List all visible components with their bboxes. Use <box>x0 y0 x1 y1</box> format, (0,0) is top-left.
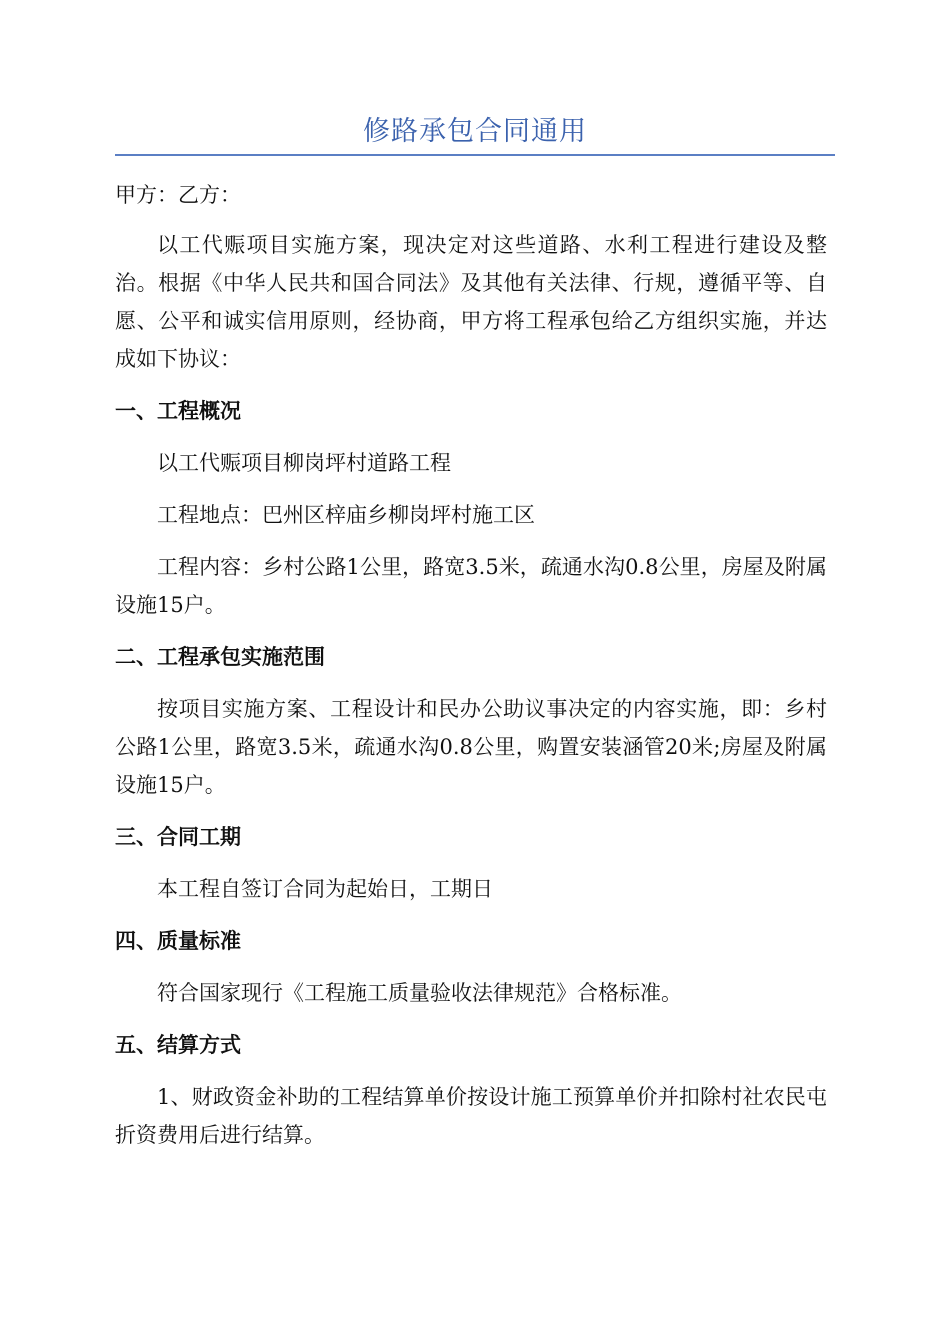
document-title: 修路承包合同通用 <box>363 116 587 147</box>
settlement-paragraph: 1、财政资金补助的工程结算单价按设计施工预算单价并扣除村社农民屯折资费用后进行结算。 <box>115 1085 827 1147</box>
document-body <box>115 176 827 1168</box>
party-line: 甲方：乙方： <box>115 183 241 207</box>
section-heading-settlement: 五、结算方式 <box>115 1032 241 1057</box>
overview-content: 工程内容：乡村公路1公里，路宽3.5米，疏通水沟0.8公里，房屋及附属设施15户。 <box>115 555 827 617</box>
section-heading-overview: 一、工程概况 <box>115 398 241 423</box>
section-heading-duration: 三、合同工期 <box>115 824 241 849</box>
scope-paragraph: 按项目实施方案、工程设计和民办公助议事决定的内容实施，即：乡村公路1公里，路宽3.5米，疏通水沟0.8公里，购置安装涵管20米;房屋及附属设施15户。 <box>115 697 827 797</box>
section-heading-quality: 四、质量标准 <box>115 928 241 953</box>
quality-paragraph: 符合国家现行《工程施工质量验收法律规范》合格标准。 <box>157 981 682 1005</box>
title-underline <box>115 154 835 156</box>
section-heading-scope: 二、工程承包实施范围 <box>115 644 325 669</box>
overview-project-name: 以工代赈项目柳岗坪村道路工程 <box>157 451 451 475</box>
duration-paragraph: 本工程自签订合同为起始日，工期日 <box>157 877 493 901</box>
intro-paragraph: 以工代赈项目实施方案，现决定对这些道路、水利工程进行建设及整治。根据《中华人民共和国合同法》及其他有关法律、行规，遵循平等、自愿、公平和诚实信用原则，经协商，甲方将工程承包给乙方组织实施，并达成如下协议： <box>115 233 827 371</box>
overview-location: 工程地点：巴州区梓庙乡柳岗坪村施工区 <box>157 503 535 527</box>
